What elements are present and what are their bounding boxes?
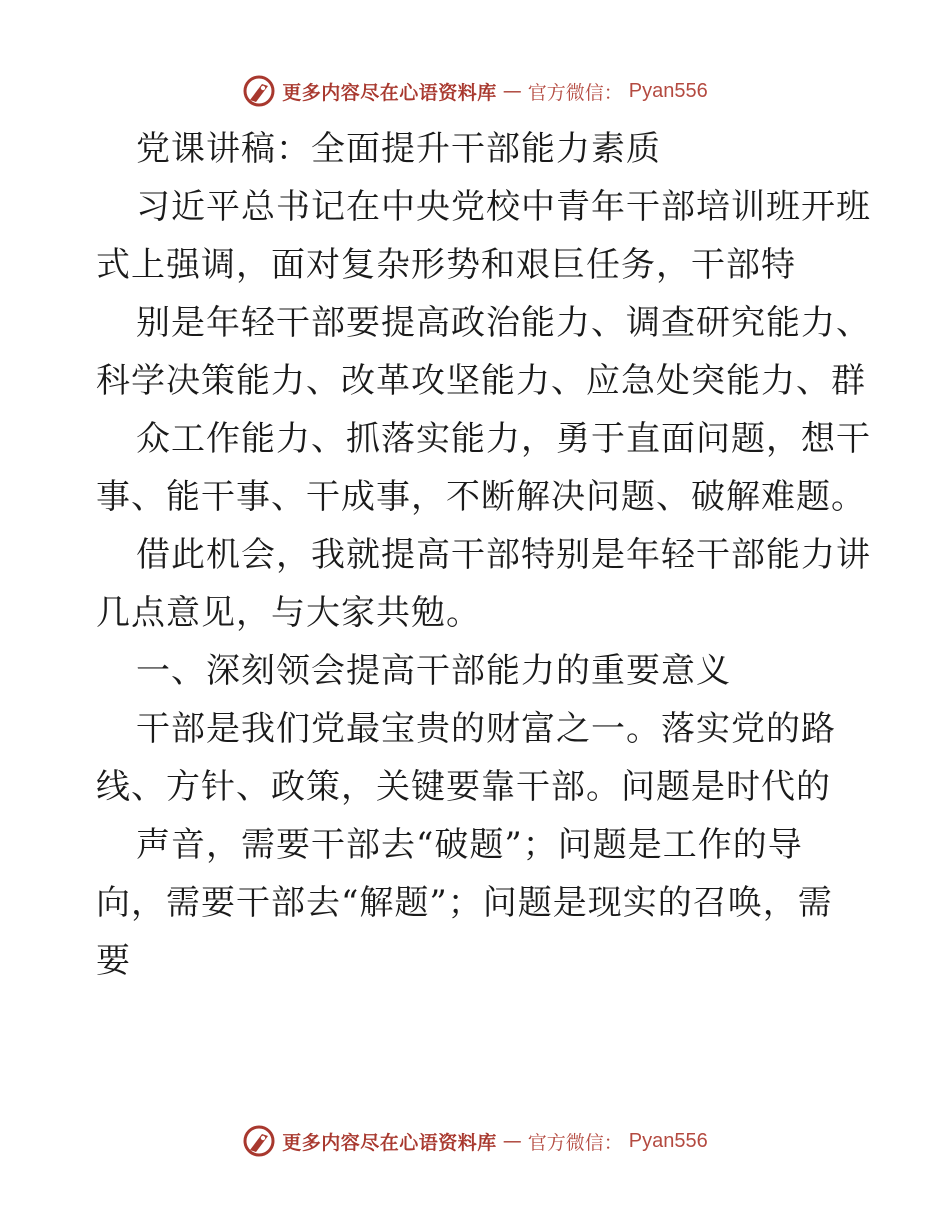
header-watermark — [0, 71, 950, 111]
document-body — [96, 120, 871, 990]
doc-line: 科学决策能力、改革攻坚能力、应急处突能力、群 — [96, 361, 866, 401]
section-heading: 一、深刻领会提高干部能力的重要意义 — [136, 651, 731, 691]
doc-line: 事、能干事、干成事，不断解决问题、破解难题。 — [96, 477, 866, 517]
doc-line: 党课讲稿：全面提升干部能力素质 — [136, 129, 661, 169]
watermark-dash: — — [502, 80, 522, 102]
doc-line: 众工作能力、抓落实能力，勇于直面问题，想干 — [136, 419, 871, 459]
doc-line: 借此机会，我就提高干部特别是年轻干部能力讲 — [136, 535, 871, 575]
watermark-dash: — — [502, 1130, 522, 1152]
watermark-contact-label: 官方微信： — [527, 81, 623, 104]
watermark-brand: 更多内容尽在心语资料库 — [282, 1131, 497, 1154]
doc-line: 别是年轻干部要提高政治能力、调查研究能力、 — [136, 303, 871, 343]
watermark-brand: 更多内容尽在心语资料库 — [282, 81, 497, 104]
doc-line: 要 — [96, 941, 131, 981]
watermark-contact-label: 官方微信： — [527, 1131, 623, 1154]
watermark-contact-id: Pyan556 — [628, 79, 708, 102]
doc-line: 习近平总书记在中央党校中青年干部培训班开班 — [136, 187, 871, 227]
doc-line: 向，需要干部去“解题”；问题是现实的召唤，需 — [96, 883, 833, 923]
watermark-contact-id: Pyan556 — [628, 1129, 708, 1152]
doc-line: 式上强调，面对复杂形势和艰巨任务，干部特 — [96, 245, 796, 285]
footer-watermark — [0, 1121, 950, 1161]
doc-line: 线、方针、政策，关键要靠干部。问题是时代的 — [96, 767, 831, 807]
pen-nib-logo-icon — [242, 1124, 276, 1158]
doc-line: 声音，需要干部去“破题”；问题是工作的导 — [136, 825, 803, 865]
doc-line: 干部是我们党最宝贵的财富之一。落实党的路 — [136, 709, 836, 749]
doc-line: 几点意见，与大家共勉。 — [96, 593, 481, 633]
pen-nib-logo-icon — [242, 74, 276, 108]
